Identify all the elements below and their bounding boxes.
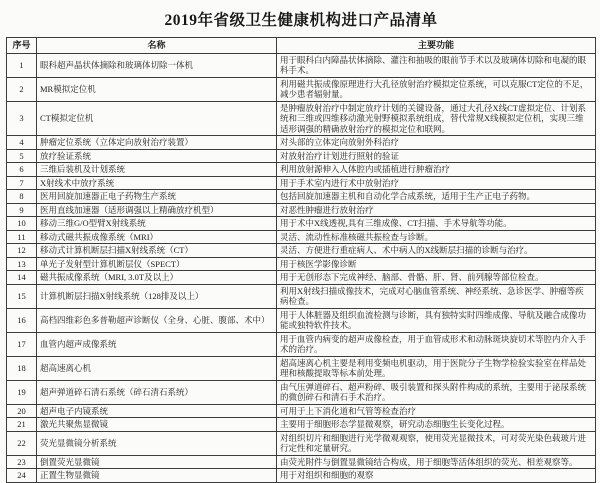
row-name: 医用直线加速器（适形调强以上精确放疗机型） <box>37 203 277 217</box>
table-row <box>7 271 596 285</box>
row-name: 单光子发射型计算机断层仪（SPECT） <box>37 257 277 271</box>
row-function: 用于人体脏器及组织血流检测与诊断，具有独特实时四维成像、导航及融合成像功能或独特软件技术。 <box>277 308 596 332</box>
row-name: 肿瘤定位系统（立体定向放射治疗装置） <box>37 136 277 150</box>
row-function: 用于手术室内进行术中放射治疗 <box>277 176 596 190</box>
row-name: 三维后装机及计划系统 <box>37 163 277 177</box>
row-number: 14 <box>7 271 37 285</box>
row-function: 用于无创形态下完成神经、脑部、骨骼、肝、肾、前列腺等部位检查。 <box>277 271 596 285</box>
row-name: 放疗验证系统 <box>37 149 277 163</box>
row-number: 23 <box>7 455 37 469</box>
table-row <box>7 332 596 356</box>
row-name: 磁共振成像系统（MRI, 3.0T及以上） <box>37 271 277 285</box>
row-name: 移动三维G/O型臂X射线系统 <box>37 217 277 231</box>
header-function: 主要功能 <box>277 38 596 54</box>
row-name: 倒置荧光显微镜 <box>37 455 277 469</box>
row-function: 超高速离心机主要是利用变频电机驱动，用于医院分子生物学检验实验室在样品处理和核酸提取等标本前处理。 <box>277 356 596 380</box>
row-name: MR模拟定位机 <box>37 77 277 101</box>
row-number: 17 <box>7 332 37 356</box>
row-function: 灵活、流动性标准核磁共振检查与诊断。 <box>277 230 596 244</box>
row-function: 灵活、方便进行重症病人、术中病人的X线断层扫描的诊断与治疗。 <box>277 244 596 258</box>
table-row <box>7 356 596 380</box>
row-number: 24 <box>7 469 37 483</box>
row-number: 8 <box>7 190 37 204</box>
table-row <box>7 257 596 271</box>
table-row <box>7 380 596 404</box>
table-row <box>7 418 596 432</box>
row-function: 由荧光附件与倒置显微镜结合构成，用于细胞等活体组织的荧光、相差观察等。 <box>277 455 596 469</box>
table-row <box>7 404 596 418</box>
row-number: 18 <box>7 356 37 380</box>
row-function: 用于血管内病变的超声成像检查，用于血管成形术和动脉斑块旋切术等腔内介入手术的治疗。 <box>277 332 596 356</box>
table-row <box>7 455 596 469</box>
row-number: 20 <box>7 404 37 418</box>
row-function: 是肿瘤放射治疗中制定放疗计划的关键设备，通过大孔径X线CT虚拟定位、计划系统和三维或四维移动激光射野模拟系统组成，替代常规X线模拟定位机，实现三维适形调强的精确放射治疗的模拟定位和联网。 <box>277 101 596 136</box>
row-name: 血管内超声成像系统 <box>37 332 277 356</box>
row-name: 移动式计算机断层扫描X射线系统（CT） <box>37 244 277 258</box>
row-name: 超声弹道碎石清石系统（碎石清石系统） <box>37 380 277 404</box>
table-row <box>7 217 596 231</box>
table-row <box>7 77 596 101</box>
table-row <box>7 203 596 217</box>
row-name: 超高速离心机 <box>37 356 277 380</box>
row-function: 用于术中X线透视,具有三维成像、CT扫描、手术导航等功能。 <box>277 217 596 231</box>
header-index: 序号 <box>7 38 37 54</box>
row-number: 22 <box>7 431 37 455</box>
row-name: 眼科超声晶状体摘除和玻璃体切除一体机 <box>37 53 277 77</box>
row-name: 高档四维彩色多普勒超声诊断仪（全身、心脏、腹部、术中） <box>37 308 277 332</box>
row-number: 11 <box>7 230 37 244</box>
row-function: 用于核医学影像诊断 <box>277 257 596 271</box>
row-number: 4 <box>7 136 37 150</box>
page-title: 2019年省级卫生健康机构进口产品清单 <box>164 12 438 29</box>
table-row <box>7 244 596 258</box>
row-number: 5 <box>7 149 37 163</box>
header-row <box>7 38 596 54</box>
row-number: 6 <box>7 163 37 177</box>
table-row <box>7 230 596 244</box>
row-number: 7 <box>7 176 37 190</box>
row-function: 由气压弹道碎石、超声粉碎、吸引装置和探头附件构成的系统，主要用于泌尿系统的微创碎石和清石手术治疗。 <box>277 380 596 404</box>
row-name: 正置生物显微镜 <box>37 469 277 483</box>
row-name: X射线术中放疗系统 <box>37 176 277 190</box>
row-function: 主要用于细胞形态学显微观察，研究动态细胞生长变化过程。 <box>277 418 596 432</box>
row-function: 对放射治疗计划进行照射的验证 <box>277 149 596 163</box>
row-name: 荧光显微镜分析系统 <box>37 431 277 455</box>
row-name: 激光共聚焦显微镜 <box>37 418 277 432</box>
table-row <box>7 176 596 190</box>
product-table <box>6 37 596 483</box>
row-function: 可用于上下消化道和气管等检查治疗 <box>277 404 596 418</box>
row-number: 1 <box>7 53 37 77</box>
row-number: 12 <box>7 244 37 258</box>
row-function: 利用放射源伸入人体腔内或插植进行肿瘤治疗 <box>277 163 596 177</box>
row-function: 对头部的立体定向放射外科治疗 <box>277 136 596 150</box>
row-number: 3 <box>7 101 37 136</box>
table-row <box>7 136 596 150</box>
table-row <box>7 190 596 204</box>
row-function: 包括回旋加速器主机和自动化学合成系统，适用于生产正电子药物。 <box>277 190 596 204</box>
row-function: 对组织切片和细胞进行光学微观观察，使用荧光显微技术，可对荧光染色载玻片进行定性和定量研究。 <box>277 431 596 455</box>
table-row <box>7 469 596 483</box>
row-number: 13 <box>7 257 37 271</box>
row-function: 用于对组织和细胞的观察 <box>277 469 596 483</box>
table-row <box>7 101 596 136</box>
table-row <box>7 53 596 77</box>
row-name: 移动式磁共振成像系统（MRI） <box>37 230 277 244</box>
row-number: 9 <box>7 203 37 217</box>
row-function: 用于眼科白内障晶状体摘除、灌注和抽吸的眼前节手术以及玻璃体切除和电凝的眼科手术。 <box>277 53 596 77</box>
table-body <box>7 53 596 482</box>
row-name: CT模拟定位机 <box>37 101 277 136</box>
table-row <box>7 308 596 332</box>
row-number: 19 <box>7 380 37 404</box>
row-number: 21 <box>7 418 37 432</box>
row-name: 计算机断层扫描X射线系统（128排及以上） <box>37 284 277 308</box>
row-number: 15 <box>7 284 37 308</box>
row-number: 16 <box>7 308 37 332</box>
row-name: 医用回旋加速器正电子药物生产系统 <box>37 190 277 204</box>
table-header <box>7 38 596 54</box>
table-row <box>7 284 596 308</box>
row-name: 超声电子内镜系统 <box>37 404 277 418</box>
row-function: 利用X射线扫描成像技术，完成对心脑血管系统、神经系统、急诊医学、肿瘤等疾病检查。 <box>277 284 596 308</box>
table-row <box>7 149 596 163</box>
header-name: 名称 <box>37 38 277 54</box>
row-function: 对恶性肿瘤进行放射治疗 <box>277 203 596 217</box>
row-number: 10 <box>7 217 37 231</box>
table-row <box>7 431 596 455</box>
row-function: 利用磁共振成像原理进行大孔径放射治疗模拟定位系统，可以克服CT定位的不足，减少患者辐射量。 <box>277 77 596 101</box>
row-number: 2 <box>7 77 37 101</box>
table-row <box>7 163 596 177</box>
